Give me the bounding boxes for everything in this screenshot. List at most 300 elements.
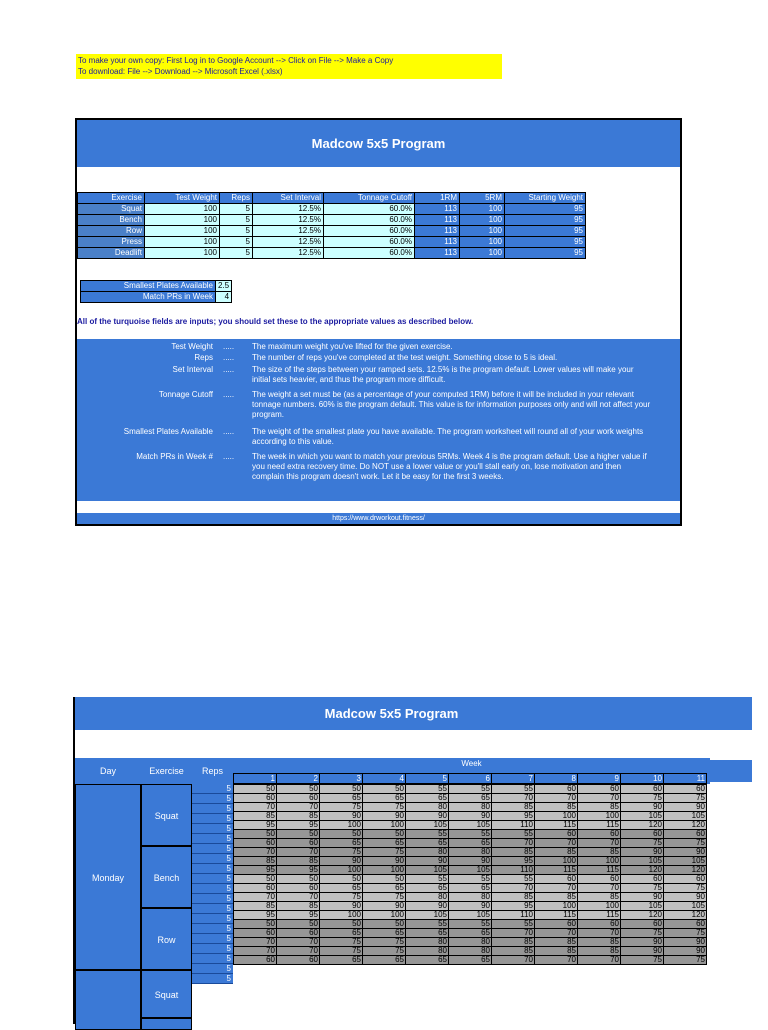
description-term: Reps <box>194 353 213 362</box>
weight-cell: 85 <box>578 938 621 947</box>
weight-cell: 120 <box>621 866 664 875</box>
weight-cell: 60 <box>277 956 320 965</box>
weight-cell: 90 <box>449 857 492 866</box>
weight-cell: 100 <box>535 902 578 911</box>
week-number: 6 <box>449 774 492 784</box>
starting-weight-value: 95 <box>505 204 586 215</box>
test-weight-input[interactable]: 100 <box>145 237 220 248</box>
weight-cell: 85 <box>492 947 535 956</box>
weight-cell: 60 <box>234 794 277 803</box>
weight-row <box>234 947 707 956</box>
header-set-interval: Set Interval <box>253 193 324 204</box>
weight-cell: 105 <box>449 866 492 875</box>
description-term: Smallest Plates Available <box>123 427 213 436</box>
one-rm-value: 113 <box>415 204 460 215</box>
weight-cell: 60 <box>234 956 277 965</box>
weight-cell: 90 <box>363 812 406 821</box>
weight-cell: 65 <box>406 884 449 893</box>
input-row <box>78 226 586 237</box>
weight-cell: 60 <box>664 830 707 839</box>
weight-cell: 75 <box>621 956 664 965</box>
weight-cell: 70 <box>578 956 621 965</box>
weight-cell: 110 <box>492 911 535 920</box>
five-rm-value: 100 <box>460 204 505 215</box>
tonnage-cutoff-input[interactable]: 60.0% <box>324 215 415 226</box>
weight-cell: 100 <box>320 821 363 830</box>
weight-cell: 75 <box>320 803 363 812</box>
weight-cell: 65 <box>406 794 449 803</box>
description-dots: ..... <box>223 427 235 436</box>
weight-cell: 65 <box>363 884 406 893</box>
weight-cell: 50 <box>320 830 363 839</box>
set-interval-input[interactable]: 12.5% <box>253 237 324 248</box>
weight-cell: 75 <box>664 839 707 848</box>
reps-column <box>192 784 233 984</box>
description-text: The week in which you want to match your previous 5RMs. Week 4 is the program default. Use a higher value if you need extra recovery time. Do NOT use a lower value or you'll stall early on, lose motivation and then complain this program doesn't work. Let it be easy for the first 3 weeks. <box>252 452 647 481</box>
weight-cell: 90 <box>664 848 707 857</box>
weight-cell: 105 <box>621 812 664 821</box>
reps-input[interactable]: 5 <box>220 248 253 259</box>
weight-cell: 90 <box>363 902 406 911</box>
input-row <box>78 215 586 226</box>
copy-instructions-line: To make your own copy: First Log in to Google Account --> Click on File --> Make a Copy <box>78 56 394 65</box>
weight-cell: 60 <box>535 830 578 839</box>
weight-cell: 50 <box>320 875 363 884</box>
weight-cell: 65 <box>406 929 449 938</box>
test-weight-input[interactable]: 100 <box>145 204 220 215</box>
weight-cell: 55 <box>406 875 449 884</box>
weight-cell: 70 <box>535 884 578 893</box>
weight-cell: 75 <box>320 893 363 902</box>
weight-cell: 70 <box>578 929 621 938</box>
week-number: 5 <box>406 774 449 784</box>
weight-cell: 80 <box>449 947 492 956</box>
weight-cell: 70 <box>277 947 320 956</box>
reps-input[interactable]: 5 <box>220 215 253 226</box>
exercise-name: Row <box>78 226 145 237</box>
weight-cell: 65 <box>320 794 363 803</box>
five-rm-value: 100 <box>460 215 505 226</box>
weight-row <box>234 920 707 929</box>
weight-cell: 60 <box>621 920 664 929</box>
weight-cell: 50 <box>363 875 406 884</box>
weight-cell: 55 <box>449 920 492 929</box>
input-row <box>78 237 586 248</box>
one-rm-value: 113 <box>415 248 460 259</box>
weight-cell: 70 <box>492 884 535 893</box>
weight-cell: 85 <box>492 803 535 812</box>
day-cell: Monday <box>75 784 141 970</box>
reps-cell: 5 <box>192 784 233 794</box>
weight-cell: 105 <box>664 902 707 911</box>
header-week: Week <box>461 759 482 768</box>
weight-cell: 115 <box>535 821 578 830</box>
weight-cell: 60 <box>234 929 277 938</box>
set-interval-input[interactable]: 12.5% <box>253 204 324 215</box>
weight-cell: 75 <box>664 884 707 893</box>
input-row <box>78 204 586 215</box>
exercise-name: Squat <box>78 204 145 215</box>
weight-cell: 70 <box>234 848 277 857</box>
weight-row <box>234 938 707 947</box>
reps-cell: 5 <box>192 834 233 844</box>
weight-cell: 90 <box>621 893 664 902</box>
weight-cell: 105 <box>449 821 492 830</box>
weight-cell: 85 <box>578 848 621 857</box>
weight-cell: 60 <box>234 884 277 893</box>
weight-cell: 60 <box>621 875 664 884</box>
weight-cell: 60 <box>578 830 621 839</box>
weight-cell: 90 <box>406 902 449 911</box>
weight-cell: 105 <box>406 866 449 875</box>
weight-cell: 75 <box>621 839 664 848</box>
weight-cell: 75 <box>664 929 707 938</box>
weight-cell: 75 <box>363 947 406 956</box>
match-week-input[interactable]: 4 <box>216 292 232 303</box>
weight-cell: 65 <box>363 839 406 848</box>
weight-cell: 90 <box>664 947 707 956</box>
description-dots: ..... <box>223 342 235 351</box>
reps-cell: 5 <box>192 894 233 904</box>
title-bar-overflow <box>710 697 752 730</box>
reps-cell: 5 <box>192 974 233 984</box>
weight-cell: 60 <box>664 785 707 794</box>
reps-cell: 5 <box>192 874 233 884</box>
weight-row <box>234 893 707 902</box>
weight-cell: 55 <box>449 785 492 794</box>
weight-cell: 95 <box>234 821 277 830</box>
weight-cell: 60 <box>535 920 578 929</box>
weight-cell: 65 <box>363 956 406 965</box>
weight-cell: 90 <box>363 857 406 866</box>
spacer-row <box>75 730 710 758</box>
weight-cell: 120 <box>664 866 707 875</box>
weight-cell: 110 <box>492 866 535 875</box>
weight-row <box>234 857 707 866</box>
weight-cell: 75 <box>363 803 406 812</box>
header-exercise: Exercise <box>78 193 145 204</box>
weights-grid <box>233 784 707 965</box>
weight-cell: 70 <box>234 947 277 956</box>
weight-row <box>234 794 707 803</box>
inputs-header-row <box>78 193 586 204</box>
weight-cell: 75 <box>320 938 363 947</box>
weight-cell: 95 <box>234 911 277 920</box>
weight-cell: 70 <box>492 794 535 803</box>
website-link[interactable]: https://www.drworkout.fitness/ <box>77 513 680 524</box>
test-weight-input[interactable]: 100 <box>145 215 220 226</box>
weight-cell: 65 <box>449 839 492 848</box>
weight-cell: 80 <box>406 938 449 947</box>
weight-cell: 115 <box>535 911 578 920</box>
weight-cell: 90 <box>621 848 664 857</box>
weight-cell: 100 <box>535 857 578 866</box>
plates-input[interactable]: 2.5 <box>216 281 232 292</box>
weight-cell: 90 <box>320 857 363 866</box>
week-number: 7 <box>492 774 535 784</box>
weight-cell: 65 <box>320 884 363 893</box>
weight-cell: 85 <box>578 947 621 956</box>
reps-cell: 5 <box>192 854 233 864</box>
weight-cell: 65 <box>320 929 363 938</box>
weight-cell: 120 <box>664 821 707 830</box>
weight-cell: 120 <box>664 911 707 920</box>
description-dots: ..... <box>223 353 235 362</box>
weight-cell: 50 <box>234 875 277 884</box>
weight-cell: 85 <box>234 857 277 866</box>
weight-cell: 60 <box>664 875 707 884</box>
weight-cell: 65 <box>406 839 449 848</box>
weight-cell: 115 <box>578 866 621 875</box>
weight-cell: 100 <box>320 866 363 875</box>
week-number: 9 <box>578 774 621 784</box>
weight-cell: 85 <box>535 893 578 902</box>
inputs-body <box>78 204 586 259</box>
settings-sheet <box>75 118 682 526</box>
five-rm-value: 100 <box>460 237 505 248</box>
reps-input[interactable]: 5 <box>220 204 253 215</box>
week-number: 1 <box>234 774 277 784</box>
weight-cell: 90 <box>621 947 664 956</box>
weight-cell: 90 <box>406 812 449 821</box>
weight-cell: 100 <box>320 911 363 920</box>
description-text: The weight a set must be (as a percentage of your computed 1RM) before it will be included in your relevant tonnage numbers. 60% is the program default. This value is for information purposes only and will not affect your program. <box>252 390 651 419</box>
weight-cell: 95 <box>492 902 535 911</box>
weight-cell: 100 <box>535 812 578 821</box>
weight-cell: 95 <box>277 866 320 875</box>
weight-cell: 120 <box>621 911 664 920</box>
one-rm-value: 113 <box>415 237 460 248</box>
weight-cell: 60 <box>277 929 320 938</box>
weight-cell: 60 <box>578 875 621 884</box>
weight-cell: 60 <box>664 920 707 929</box>
tonnage-cutoff-input[interactable]: 60.0% <box>324 226 415 237</box>
weight-cell: 75 <box>363 938 406 947</box>
weight-cell: 55 <box>492 785 535 794</box>
reps-cell: 5 <box>192 864 233 874</box>
exercise-cell: Bench <box>141 846 192 908</box>
weight-cell: 85 <box>492 848 535 857</box>
exercise-cell: Squat <box>141 784 192 846</box>
week-number: 4 <box>363 774 406 784</box>
weight-cell: 105 <box>406 911 449 920</box>
header-reps: Reps <box>201 766 223 776</box>
description-term: Tonnage Cutoff <box>158 390 213 399</box>
weight-cell: 65 <box>320 956 363 965</box>
tonnage-cutoff-input[interactable]: 60.0% <box>324 248 415 259</box>
day-cell <box>75 970 141 1030</box>
weight-cell: 70 <box>578 884 621 893</box>
set-interval-input[interactable]: 12.5% <box>253 215 324 226</box>
weight-row <box>234 956 707 965</box>
weight-row <box>234 902 707 911</box>
weight-cell: 105 <box>449 911 492 920</box>
weight-row <box>234 839 707 848</box>
tonnage-cutoff-input[interactable]: 60.0% <box>324 204 415 215</box>
week-number: 10 <box>621 774 664 784</box>
weight-cell: 100 <box>363 821 406 830</box>
weight-row <box>234 848 707 857</box>
weight-cell: 50 <box>320 785 363 794</box>
exercise-cell <box>141 1018 192 1030</box>
weight-cell: 90 <box>664 893 707 902</box>
one-rm-value: 113 <box>415 226 460 237</box>
weight-cell: 85 <box>535 947 578 956</box>
five-rm-value: 100 <box>460 248 505 259</box>
weight-cell: 60 <box>621 785 664 794</box>
weight-cell: 70 <box>234 938 277 947</box>
weight-cell: 50 <box>363 830 406 839</box>
plates-label: Smallest Plates Available <box>81 281 216 292</box>
weight-cell: 110 <box>492 821 535 830</box>
weight-cell: 70 <box>234 893 277 902</box>
weight-cell: 85 <box>578 803 621 812</box>
weight-cell: 75 <box>320 848 363 857</box>
weight-row <box>234 911 707 920</box>
weight-cell: 55 <box>449 875 492 884</box>
header-day: Day <box>99 766 116 776</box>
weight-cell: 70 <box>234 803 277 812</box>
weight-cell: 70 <box>535 956 578 965</box>
week-number: 8 <box>535 774 578 784</box>
description-text: The size of the steps between your ramped sets. 12.5% is the program default. Lower values will make your initial sets heavier, and thus the program more difficult. <box>252 365 634 384</box>
weight-cell: 100 <box>578 902 621 911</box>
weight-cell: 70 <box>578 794 621 803</box>
weight-cell: 55 <box>492 830 535 839</box>
weight-cell: 105 <box>406 821 449 830</box>
description-dots: ..... <box>223 390 235 399</box>
weight-cell: 60 <box>535 875 578 884</box>
reps-cell: 5 <box>192 794 233 804</box>
weight-cell: 70 <box>492 839 535 848</box>
weight-row <box>234 803 707 812</box>
weight-cell: 65 <box>406 956 449 965</box>
weight-cell: 60 <box>234 839 277 848</box>
weight-cell: 60 <box>621 830 664 839</box>
weight-cell: 60 <box>535 785 578 794</box>
reps-cell: 5 <box>192 954 233 964</box>
weight-cell: 75 <box>621 929 664 938</box>
weight-row <box>234 866 707 875</box>
weight-cell: 75 <box>621 794 664 803</box>
weight-cell: 100 <box>578 812 621 821</box>
header-reps: Reps <box>220 193 253 204</box>
week-number: 3 <box>320 774 363 784</box>
weight-row <box>234 821 707 830</box>
weight-cell: 50 <box>234 785 277 794</box>
weight-cell: 50 <box>363 785 406 794</box>
weight-cell: 75 <box>664 794 707 803</box>
download-instructions-line: To download: File --> Download --> Microsoft Excel (.xlsx) <box>78 67 283 76</box>
weight-row <box>234 830 707 839</box>
set-interval-input[interactable]: 12.5% <box>253 248 324 259</box>
header-tonnage-cutoff: Tonnage Cutoff <box>324 193 415 204</box>
sheet-title: Madcow 5x5 Program <box>77 120 680 167</box>
weight-cell: 75 <box>664 956 707 965</box>
weight-cell: 90 <box>320 902 363 911</box>
header-exercise: Exercise <box>149 766 184 776</box>
weight-cell: 80 <box>406 947 449 956</box>
weight-cell: 65 <box>449 929 492 938</box>
weight-cell: 65 <box>449 794 492 803</box>
weight-cell: 115 <box>578 911 621 920</box>
weight-cell: 70 <box>492 956 535 965</box>
starting-weight-value: 95 <box>505 226 586 237</box>
weight-cell: 85 <box>277 812 320 821</box>
weight-cell: 90 <box>664 938 707 947</box>
reps-cell: 5 <box>192 824 233 834</box>
weight-cell: 80 <box>406 803 449 812</box>
reps-input[interactable]: 5 <box>220 237 253 248</box>
weight-cell: 85 <box>492 938 535 947</box>
weight-cell: 50 <box>277 785 320 794</box>
weight-cell: 75 <box>320 947 363 956</box>
weight-cell: 80 <box>449 938 492 947</box>
field-descriptions <box>77 339 680 501</box>
inputs-note: All of the turquoise fields are inputs; you should set these to the appropriate values as described below. <box>77 317 474 326</box>
weight-cell: 90 <box>320 812 363 821</box>
weight-cell: 50 <box>277 875 320 884</box>
program-sheet-title: Madcow 5x5 Program <box>73 697 710 730</box>
weight-cell: 105 <box>621 902 664 911</box>
description-term: Test Weight <box>171 342 213 351</box>
starting-weight-value: 95 <box>505 215 586 226</box>
weight-row <box>234 812 707 821</box>
weight-cell: 70 <box>535 839 578 848</box>
reps-cell: 5 <box>192 964 233 974</box>
weight-cell: 50 <box>234 830 277 839</box>
weight-cell: 70 <box>535 794 578 803</box>
weight-cell: 55 <box>449 830 492 839</box>
exercise-cell: Row <box>141 908 192 970</box>
weight-cell: 90 <box>449 812 492 821</box>
weight-cell: 60 <box>277 884 320 893</box>
weight-cell: 120 <box>621 821 664 830</box>
weight-cell: 60 <box>277 794 320 803</box>
match-week-label: Match PRs in Week <box>81 292 216 303</box>
header-test-weight: Test Weight <box>145 193 220 204</box>
weight-cell: 85 <box>535 848 578 857</box>
weight-cell: 75 <box>363 848 406 857</box>
weight-row <box>234 875 707 884</box>
weight-cell: 90 <box>621 803 664 812</box>
weight-cell: 55 <box>406 830 449 839</box>
test-weight-input[interactable]: 100 <box>145 226 220 237</box>
reps-cell: 5 <box>192 914 233 924</box>
set-interval-input[interactable]: 12.5% <box>253 226 324 237</box>
tonnage-cutoff-input[interactable]: 60.0% <box>324 237 415 248</box>
reps-input[interactable]: 5 <box>220 226 253 237</box>
weight-cell: 65 <box>449 884 492 893</box>
inputs-table <box>77 192 586 259</box>
weight-cell: 65 <box>449 956 492 965</box>
weight-cell: 50 <box>320 920 363 929</box>
reps-cell: 5 <box>192 844 233 854</box>
weight-cell: 70 <box>277 803 320 812</box>
weight-cell: 85 <box>234 812 277 821</box>
weight-cell: 105 <box>664 857 707 866</box>
weight-cell: 65 <box>320 839 363 848</box>
copy-instructions-banner <box>76 54 502 79</box>
weight-cell: 50 <box>363 920 406 929</box>
weight-cell: 85 <box>234 902 277 911</box>
test-weight-input[interactable]: 100 <box>145 248 220 259</box>
weight-cell: 95 <box>277 911 320 920</box>
weight-cell: 85 <box>578 893 621 902</box>
reps-cell: 5 <box>192 884 233 894</box>
weight-row <box>234 785 707 794</box>
weight-row <box>234 929 707 938</box>
